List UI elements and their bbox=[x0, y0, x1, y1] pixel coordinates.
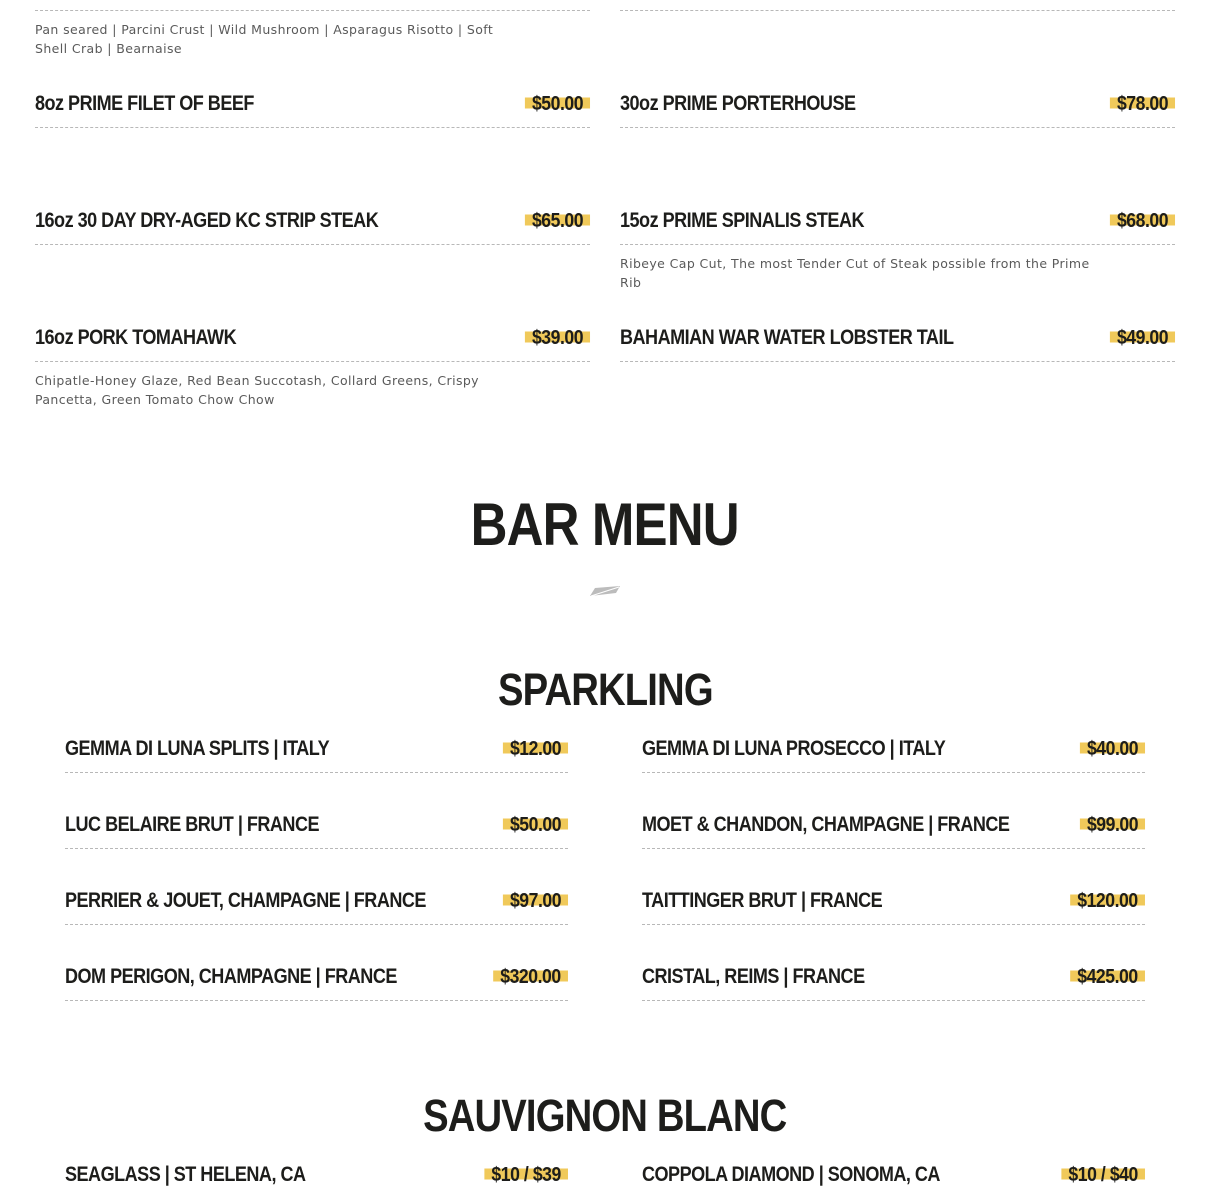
divider-line bbox=[65, 924, 568, 925]
divider-line bbox=[35, 10, 590, 11]
item-description: Pan seared | Parcini Crust | Wild Mushroom | Asparagus Risotto | Soft Shell Crab | Bearnaise bbox=[35, 22, 494, 56]
divider-line bbox=[642, 1000, 1145, 1001]
menu-item-price: $78.00 bbox=[1110, 92, 1175, 116]
wine-item-name: TAITTINGER BRUT | FRANCE bbox=[642, 889, 883, 912]
divider-line bbox=[620, 10, 1175, 11]
divider-line bbox=[642, 772, 1145, 773]
item-description: Ribeye Cap Cut, The most Tender Cut of Steak possible from the Prime Rib bbox=[620, 256, 1090, 290]
sauvignon-blanc-title bbox=[0, 1090, 1210, 1142]
wine-item-price: $10 / $39 bbox=[484, 1163, 568, 1187]
divider-line bbox=[35, 361, 590, 362]
wine-item-price: $99.00 bbox=[1080, 813, 1145, 837]
divider-line bbox=[65, 772, 568, 773]
bar-menu-title-text: BAR MENU bbox=[470, 491, 740, 558]
wine-item-price: $12.00 bbox=[503, 737, 568, 761]
divider-line bbox=[35, 127, 590, 128]
divider-line bbox=[620, 127, 1175, 128]
menu-item-price: $39.00 bbox=[525, 326, 590, 350]
divider-line bbox=[65, 1000, 568, 1001]
menu-item-price: $50.00 bbox=[525, 92, 590, 116]
menu-item-name: 8oz PRIME FILET OF BEEF bbox=[35, 92, 254, 115]
menu-item-name: 30oz PRIME PORTERHOUSE bbox=[620, 92, 856, 115]
divider-line bbox=[35, 244, 590, 245]
menu-item-name: BAHAMIAN WAR WATER LOBSTER TAIL bbox=[620, 326, 954, 349]
menu-item-name: 16oz 30 DAY DRY-AGED KC STRIP STEAK bbox=[35, 209, 379, 232]
menu-item-name: 15oz PRIME SPINALIS STEAK bbox=[620, 209, 864, 232]
wine-item-name: COPPOLA DIAMOND | SONOMA, CA bbox=[642, 1163, 940, 1186]
wine-item-price: $320.00 bbox=[493, 965, 568, 989]
divider-line bbox=[642, 848, 1145, 849]
wine-item-name: CRISTAL, REIMS | FRANCE bbox=[642, 965, 865, 988]
wine-item-price: $425.00 bbox=[1070, 965, 1145, 989]
menu-item-price: $65.00 bbox=[525, 209, 590, 233]
divider-line bbox=[620, 361, 1175, 362]
menu-item-name: 16oz PORK TOMAHAWK bbox=[35, 326, 237, 349]
divider-line bbox=[642, 924, 1145, 925]
wine-item-price: $10 / $40 bbox=[1061, 1163, 1145, 1187]
bar-menu-title bbox=[0, 490, 1210, 560]
wine-item-name: MOET & CHANDON, CHAMPAGNE | FRANCE bbox=[642, 813, 1010, 836]
item-description: Chipatle-Honey Glaze, Red Bean Succotash, Collard Greens, Crispy Pancetta, Green Tomato Chow Chow bbox=[35, 373, 479, 407]
divider-line bbox=[620, 244, 1175, 245]
sparkling-title bbox=[0, 664, 1210, 716]
feather-divider-icon bbox=[589, 584, 621, 598]
menu-item-price: $68.00 bbox=[1110, 209, 1175, 233]
wine-item-name: GEMMA DI LUNA SPLITS | ITALY bbox=[65, 737, 330, 760]
divider-line bbox=[65, 848, 568, 849]
sparkling-title-text: SPARKLING bbox=[497, 664, 713, 715]
wine-item-price: $50.00 bbox=[503, 813, 568, 837]
wine-item-name: SEAGLASS | ST HELENA, CA bbox=[65, 1163, 306, 1186]
wine-item-name: DOM PERIGON, CHAMPAGNE | FRANCE bbox=[65, 965, 397, 988]
wine-item-price: $97.00 bbox=[503, 889, 568, 913]
sauvignon-blanc-title-text: SAUVIGNON BLANC bbox=[423, 1090, 787, 1141]
wine-item-price: $40.00 bbox=[1080, 737, 1145, 761]
wine-item-price: $120.00 bbox=[1070, 889, 1145, 913]
wine-item-name: PERRIER & JOUET, CHAMPAGNE | FRANCE bbox=[65, 889, 426, 912]
wine-item-name: GEMMA DI LUNA PROSECCO | ITALY bbox=[642, 737, 946, 760]
wine-item-name: LUC BELAIRE BRUT | FRANCE bbox=[65, 813, 320, 836]
menu-item-price: $49.00 bbox=[1110, 326, 1175, 350]
